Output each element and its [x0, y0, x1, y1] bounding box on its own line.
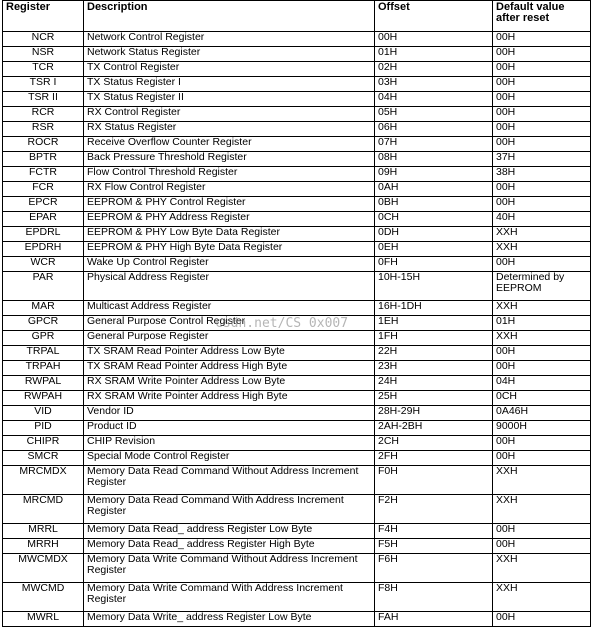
default-value-cell: 00H [493, 612, 591, 627]
description-cell: RX Flow Control Register [84, 182, 375, 197]
default-value-cell: XXH [493, 331, 591, 346]
default-value-cell: 00H [493, 436, 591, 451]
offset-cell: F6H [375, 554, 493, 583]
offset-cell: 00H [375, 32, 493, 47]
register-cell: MWCMDX [3, 554, 84, 583]
default-value-cell: Determined by EEPROM [493, 272, 591, 301]
default-value-cell: 01H [493, 316, 591, 331]
table-row [3, 612, 591, 627]
table-row [3, 583, 591, 612]
register-cell: RWPAL [3, 376, 84, 391]
description-cell: TX Status Register II [84, 92, 375, 107]
offset-cell: 0FH [375, 257, 493, 272]
offset-cell: 03H [375, 77, 493, 92]
description-cell: TX Control Register [84, 62, 375, 77]
description-cell: TX Status Register I [84, 77, 375, 92]
table-row [3, 316, 591, 331]
table-row [3, 361, 591, 376]
description-cell: Flow Control Threshold Register [84, 167, 375, 182]
offset-cell: 1FH [375, 331, 493, 346]
default-value-cell: 00H [493, 197, 591, 212]
offset-cell: F0H [375, 466, 493, 495]
register-cell: RSR [3, 122, 84, 137]
offset-cell: F4H [375, 524, 493, 539]
offset-cell: F8H [375, 583, 493, 612]
default-value-cell: 00H [493, 257, 591, 272]
description-cell: EEPROM & PHY Address Register [84, 212, 375, 227]
description-cell: Memory Data Read Command Without Address Increment Register [84, 466, 375, 495]
table-row [3, 524, 591, 539]
description-cell: Receive Overflow Counter Register [84, 137, 375, 152]
register-cell: NSR [3, 47, 84, 62]
default-value-cell: 00H [493, 107, 591, 122]
default-value-cell: XXH [493, 554, 591, 583]
table-row [3, 436, 591, 451]
register-cell: RCR [3, 107, 84, 122]
register-cell: ROCR [3, 137, 84, 152]
table-row [3, 376, 591, 391]
default-value-cell: 9000H [493, 421, 591, 436]
description-cell: EEPROM & PHY High Byte Data Register [84, 242, 375, 257]
default-value-cell: 00H [493, 137, 591, 152]
default-value-cell: 37H [493, 152, 591, 167]
default-value-cell: XXH [493, 227, 591, 242]
offset-cell: 25H [375, 391, 493, 406]
offset-cell: FAH [375, 612, 493, 627]
description-cell: Network Control Register [84, 32, 375, 47]
default-value-cell: 00H [493, 361, 591, 376]
register-cell: BPTR [3, 152, 84, 167]
default-value-cell: 00H [493, 539, 591, 554]
description-cell: Multicast Address Register [84, 301, 375, 316]
description-cell: Special Mode Control Register [84, 451, 375, 466]
description-cell: Memory Data Write Command Without Address Increment Register [84, 554, 375, 583]
default-value-cell: 38H [493, 167, 591, 182]
header-offset: Offset [375, 1, 493, 32]
offset-cell: 09H [375, 167, 493, 182]
register-cell: PID [3, 421, 84, 436]
header-register: Register [3, 1, 84, 32]
description-cell: Network Status Register [84, 47, 375, 62]
table-row [3, 242, 591, 257]
offset-cell: 23H [375, 361, 493, 376]
table-row [3, 406, 591, 421]
register-cell: RWPAH [3, 391, 84, 406]
offset-cell: 10H-15H [375, 272, 493, 301]
offset-cell: 28H-29H [375, 406, 493, 421]
table-row [3, 346, 591, 361]
default-value-cell: 00H [493, 62, 591, 77]
table-header-row [3, 1, 591, 32]
register-cell: GPCR [3, 316, 84, 331]
register-cell: MWCMD [3, 583, 84, 612]
register-cell: MRCMD [3, 495, 84, 524]
default-value-cell: XXH [493, 583, 591, 612]
default-value-cell: 04H [493, 376, 591, 391]
description-cell: Physical Address Register [84, 272, 375, 301]
register-cell: MRRH [3, 539, 84, 554]
register-cell: EPDRH [3, 242, 84, 257]
register-cell: WCR [3, 257, 84, 272]
register-cell: GPR [3, 331, 84, 346]
description-cell: Back Pressure Threshold Register [84, 152, 375, 167]
register-cell: MAR [3, 301, 84, 316]
description-cell: Product ID [84, 421, 375, 436]
table-row [3, 451, 591, 466]
description-cell: Memory Data Write_ address Register Low Byte [84, 612, 375, 627]
default-value-cell: 0CH [493, 391, 591, 406]
description-cell: Memory Data Write Command With Address Increment Register [84, 583, 375, 612]
table-row [3, 331, 591, 346]
description-cell: Wake Up Control Register [84, 257, 375, 272]
register-cell: TRPAL [3, 346, 84, 361]
table-row [3, 77, 591, 92]
offset-cell: 0AH [375, 182, 493, 197]
table-row [3, 272, 591, 301]
default-value-cell: 00H [493, 47, 591, 62]
description-cell: EEPROM & PHY Low Byte Data Register [84, 227, 375, 242]
description-cell: TX SRAM Read Pointer Address High Byte [84, 361, 375, 376]
default-value-cell: 00H [493, 77, 591, 92]
offset-cell: 2AH-2BH [375, 421, 493, 436]
default-value-cell: XXH [493, 495, 591, 524]
offset-cell: 02H [375, 62, 493, 77]
table-row [3, 182, 591, 197]
default-value-cell: XXH [493, 242, 591, 257]
offset-cell: 07H [375, 137, 493, 152]
default-value-cell: 00H [493, 122, 591, 137]
table-row [3, 197, 591, 212]
table-row [3, 32, 591, 47]
description-cell: General Purpose Control Register [84, 316, 375, 331]
offset-cell: 06H [375, 122, 493, 137]
header-description: Description [84, 1, 375, 32]
register-cell: TRPAH [3, 361, 84, 376]
description-cell: Memory Data Read Command With Address Increment Register [84, 495, 375, 524]
offset-cell: 0DH [375, 227, 493, 242]
default-value-cell: 00H [493, 346, 591, 361]
register-cell: FCTR [3, 167, 84, 182]
offset-cell: 0BH [375, 197, 493, 212]
table-row [3, 122, 591, 137]
description-cell: RX Control Register [84, 107, 375, 122]
register-cell: EPAR [3, 212, 84, 227]
table-row [3, 301, 591, 316]
offset-cell: 04H [375, 92, 493, 107]
description-cell: Memory Data Read_ address Register High Byte [84, 539, 375, 554]
description-cell: RX SRAM Write Pointer Address Low Byte [84, 376, 375, 391]
register-cell: MRCMDX [3, 466, 84, 495]
default-value-cell: 00H [493, 451, 591, 466]
register-cell: EPCR [3, 197, 84, 212]
description-cell: Memory Data Read_ address Register Low Byte [84, 524, 375, 539]
table-row [3, 539, 591, 554]
description-cell: Vendor ID [84, 406, 375, 421]
default-value-cell: XXH [493, 301, 591, 316]
offset-cell: 0EH [375, 242, 493, 257]
description-cell: EEPROM & PHY Control Register [84, 197, 375, 212]
register-cell: EPDRL [3, 227, 84, 242]
table-row [3, 227, 591, 242]
register-cell: MRRL [3, 524, 84, 539]
register-cell: FCR [3, 182, 84, 197]
table-row [3, 137, 591, 152]
offset-cell: 05H [375, 107, 493, 122]
default-value-cell: 00H [493, 524, 591, 539]
table-row [3, 62, 591, 77]
offset-cell: 22H [375, 346, 493, 361]
header-default-value: Default value after reset [493, 1, 591, 32]
default-value-cell: 00H [493, 32, 591, 47]
default-value-cell: 00H [493, 182, 591, 197]
register-cell: TSR I [3, 77, 84, 92]
description-cell: CHIP Revision [84, 436, 375, 451]
offset-cell: 08H [375, 152, 493, 167]
table-row [3, 152, 591, 167]
register-cell: NCR [3, 32, 84, 47]
watermark-text: csdn.net/CS 0x007 [215, 316, 349, 331]
register-table [2, 0, 591, 627]
table-row [3, 391, 591, 406]
offset-cell: 1EH [375, 316, 493, 331]
offset-cell: 2FH [375, 451, 493, 466]
default-value-cell: 40H [493, 212, 591, 227]
description-cell: RX SRAM Write Pointer Address High Byte [84, 391, 375, 406]
offset-cell: F5H [375, 539, 493, 554]
description-cell: General Purpose Register [84, 331, 375, 346]
register-cell: MWRL [3, 612, 84, 627]
register-cell: VID [3, 406, 84, 421]
table-row [3, 554, 591, 583]
table-body [3, 32, 591, 627]
register-cell: TCR [3, 62, 84, 77]
description-cell: RX Status Register [84, 122, 375, 137]
register-cell: PAR [3, 272, 84, 301]
default-value-cell: 0A46H [493, 406, 591, 421]
table-row [3, 167, 591, 182]
register-cell: CHIPR [3, 436, 84, 451]
register-cell: SMCR [3, 451, 84, 466]
table-row [3, 107, 591, 122]
register-cell: TSR II [3, 92, 84, 107]
table-row [3, 257, 591, 272]
offset-cell: 16H-1DH [375, 301, 493, 316]
default-value-cell: 00H [493, 92, 591, 107]
table-row [3, 212, 591, 227]
table-row [3, 495, 591, 524]
offset-cell: 0CH [375, 212, 493, 227]
default-value-cell: XXH [493, 466, 591, 495]
table-row [3, 421, 591, 436]
offset-cell: 24H [375, 376, 493, 391]
table-row [3, 92, 591, 107]
table-row [3, 466, 591, 495]
offset-cell: 01H [375, 47, 493, 62]
offset-cell: F2H [375, 495, 493, 524]
offset-cell: 2CH [375, 436, 493, 451]
description-cell: TX SRAM Read Pointer Address Low Byte [84, 346, 375, 361]
table-row [3, 47, 591, 62]
